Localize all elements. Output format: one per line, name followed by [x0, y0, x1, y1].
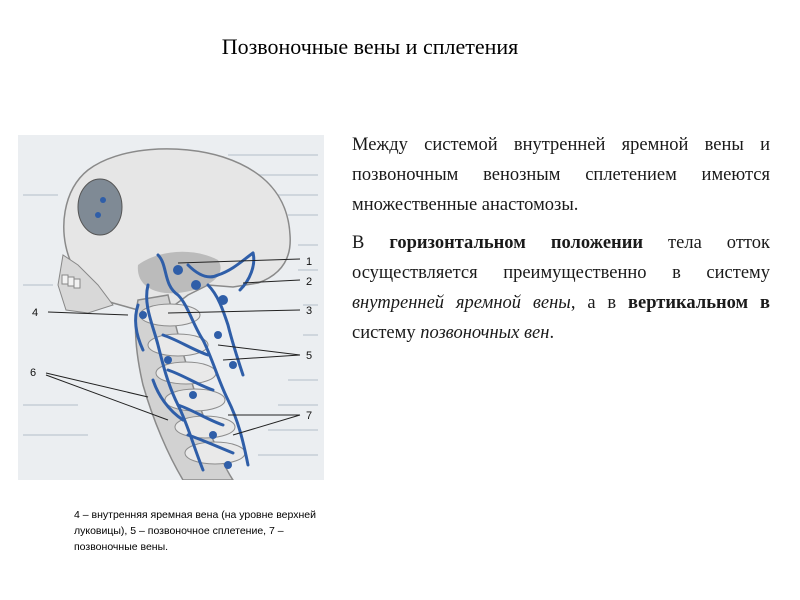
bold-vertical: вертикальном в — [628, 293, 770, 313]
figure-label-2: 2 — [306, 276, 313, 288]
italic-vertebral-veins: позвоночных вен — [420, 323, 550, 343]
figure-label-1: 1 — [306, 256, 313, 268]
text-run: . — [549, 323, 555, 343]
text-run: В — [352, 233, 390, 253]
italic-internal-jugular: внутренней яремной вены — [352, 293, 571, 313]
figure-label-5: 5 — [306, 350, 313, 362]
text-run: систему — [352, 323, 421, 343]
body-text — [352, 130, 770, 356]
text-run: , а в — [570, 293, 629, 313]
figure-label-6: 6 — [30, 367, 37, 379]
text-run: тела отток осуществляется преимущественно в систему — [352, 233, 770, 283]
figure-label-3: 3 — [306, 305, 313, 317]
figure-label-7: 7 — [306, 410, 313, 422]
anatomy-illustration — [18, 135, 324, 480]
slide-title: Позвоночные вены и сплетения — [221, 34, 519, 59]
figure-caption: 4 – внутренняя яремная вена (на уровне верхней луковицы), 5 – позвоночное сплетение, 7 – позвоночные вены. — [74, 509, 316, 553]
figure-label-4: 4 — [32, 307, 39, 319]
orbit-shape — [78, 179, 122, 235]
paragraph-anastomoses: Между системой внутренней яремной вены и позвоночным венозным сплетением имеются множественные анастомозы. — [352, 135, 770, 215]
paragraph-outflow — [352, 228, 770, 348]
bold-horizontal-position: горизонтальном положении — [389, 233, 644, 253]
anatomy-figure — [18, 135, 324, 480]
